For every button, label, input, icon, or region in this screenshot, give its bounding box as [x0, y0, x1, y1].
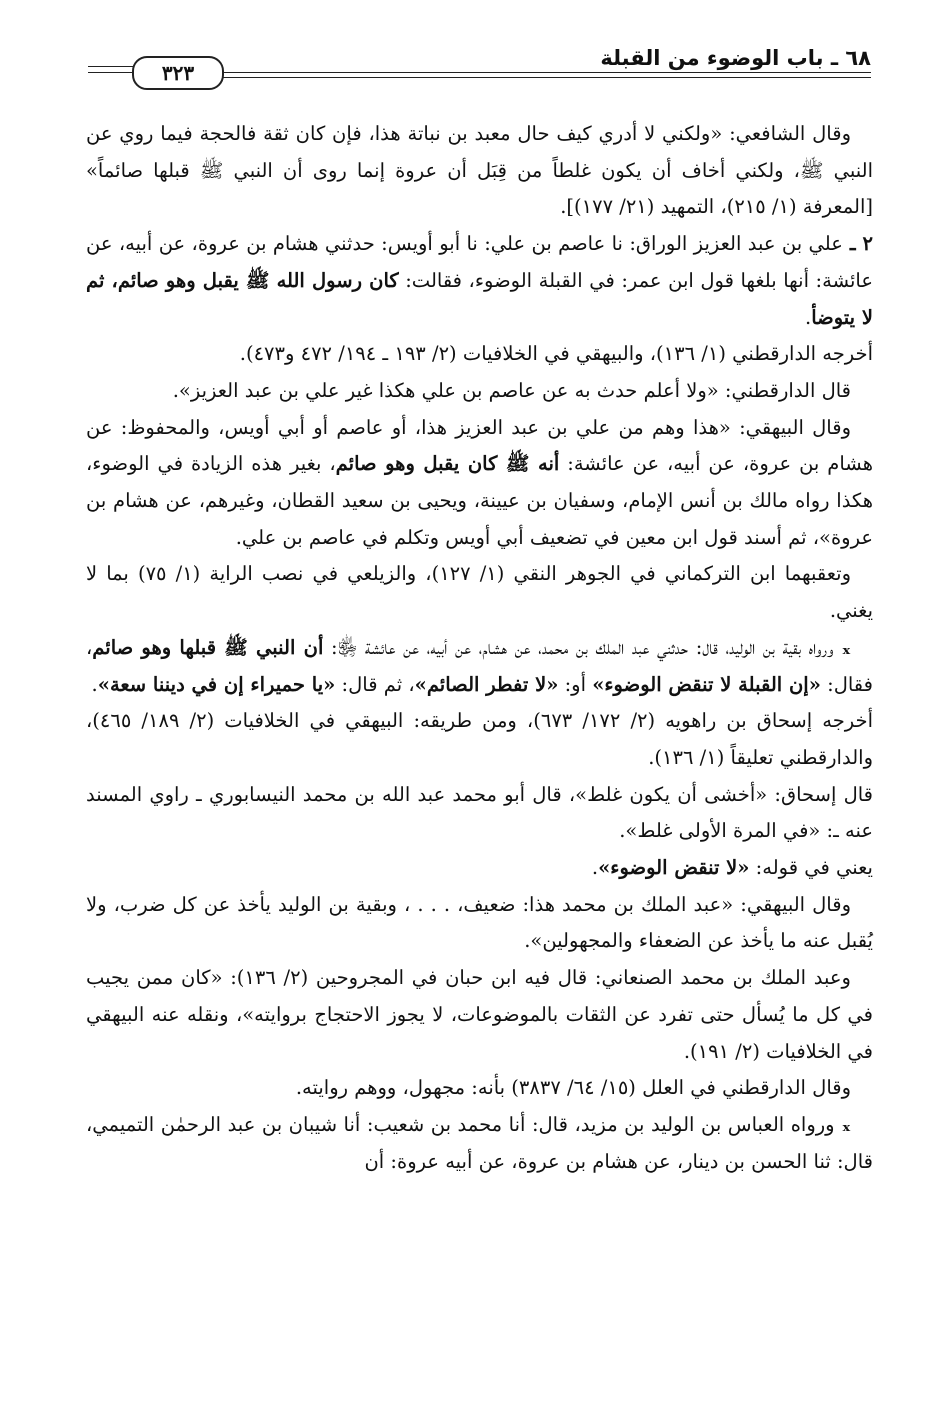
text-run: وقال البيهقي: «هذا وهم من علي بن عبد العزيز هذا، أو عاصم أو أبي أويس، والمحفوظ: عن هشام بن عروة، عن أبيه، عن عائشة:	[86, 415, 873, 476]
bold-text: «لا تنقض الوضوء»	[598, 856, 750, 880]
text-run: وقال الشافعي: «ولكني لا أدري كيف حال معبد بن نباتة هذا، فإن كان ثقة فالحجة فيما روي عن النبي ﷺ، ولكني أخاف أن يكون غلطاً من قِبَل أن عروة إنما روى أن النبي ﷺ قبلها صائماً» [المعرفة (١/ ٢١٥)، التمهيد (٢١/ ١٧٧)].	[86, 122, 873, 219]
header-rule	[218, 72, 871, 73]
text-run: وعبد الملك بن محمد الصنعاني: قال فيه ابن حبان في المجروحين (٢/ ١٣٦): «كان ممن يجيب في كل ما يُسأل حتى تفرد عن الثقات بالموضوعات، لا يجوز الاحتجاج بروايته»، ونقله عنه البيهقي في الخلافيات (٢/ ١٩١).	[86, 966, 873, 1063]
bold-text: «إن القبلة لا تنقض الوضوء»	[592, 672, 821, 696]
paragraph	[86, 887, 873, 960]
text-run: .	[591, 856, 599, 880]
text-run: ، بغير هذه الزيادة في الوضوء، هكذا رواه مالك بن أنس الإمام، وسفيان بن عيينة، ويحيى بن سعيد القطان، وغيرهم، عن هشام بن عروة»، ثم أسند قول ابن معين في تضعيف أبي أويس وتكلم في عاصم بن علي.	[86, 452, 873, 549]
text-run: وتعقبهما ابن التركماني في الجوهر النقي (١/ ١٢٧)، والزيلعي في نصب الراية (١/ ٧٥) بما لا يغني.	[86, 562, 873, 623]
paragraph	[86, 226, 873, 336]
paragraph	[86, 336, 873, 373]
text-run: ، ثم قال:	[335, 672, 415, 696]
page-header	[88, 36, 871, 88]
paragraph	[86, 1107, 873, 1180]
text-run: ، فقال:	[86, 635, 873, 696]
bold-text: «لا تفطر الصائم»	[414, 672, 559, 696]
text-run: يعني في قوله:	[749, 856, 873, 880]
bold-text: ₓ	[833, 635, 851, 659]
text-run: وقال البيهقي: «عبد الملك بن محمد هذا: ضعيف، . . . ، وبقية بن الوليد يأخذ عن كل ضرب، ولا يُقبل عنه ما يأخذ عن الضعفاء والمجهولين».	[86, 892, 873, 953]
paragraph	[86, 703, 873, 776]
bold-text: «يا حميراء إن في ديننا سعة»	[97, 672, 336, 696]
bold-text: أن النبي ﷺ قبلها وهو صائم	[92, 635, 324, 659]
paragraph	[86, 373, 873, 410]
text-run: أخرجه إسحاق بن راهويه (٢/ ١٧٢/ ٦٧٣)، ومن طريقه: البيهقي في الخلافيات (٢/ ١٨٩/ ٤٦٥)، والدارقطني تعليقاً (١/ ١٣٦).	[86, 709, 873, 769]
page-number: ٣٢٣	[132, 56, 224, 90]
paragraph	[86, 556, 873, 629]
text-run: قال إسحاق: «أخشى أن يكون غلط»، قال أبو محمد عبد الله بن محمد النيسابوري ـ راوي المسند عنه ـ: «في المرة الأولى غلط».	[86, 782, 873, 843]
bold-text: كان رسول الله ﷺ يقبل وهو صائم، ثم لا يتوضأ	[86, 268, 873, 329]
chapter-title: ٦٨ ـ باب الوضوء من القبلة	[600, 46, 871, 70]
text-run: علي بن عبد العزيز الوراق: نا عاصم بن علي: نا أبو أويس: حدثني هشام بن عروة، عن أبيه، عن عائشة: أنها بلغها قول ابن عمر: في القبلة الوضوء، فقالت:	[86, 232, 873, 292]
bold-text: أنه ﷺ كان يقبل وهو صائم	[335, 452, 560, 476]
header-rule	[88, 66, 136, 67]
paragraph	[86, 1070, 873, 1107]
text-run: وقال الدارقطني في العلل (١٥/ ٦٤/ ٣٨٣٧) بأنه: مجهول، ووهم روايته.	[295, 1076, 851, 1100]
bold-text: ₓ	[834, 1112, 851, 1136]
bold-text: ٢ ـ	[842, 232, 873, 256]
paragraph	[86, 630, 873, 703]
text-run: أو:	[558, 672, 593, 696]
text-run: ورواه العباس بن الوليد بن مزيد، قال: أنا محمد بن شعيب: أنا شيبان بن عبد الرحمٰن التميمي، قال: ثنا الحسن بن دينار، عن هشام بن عروة، عن أبيه عروة: أن	[86, 1112, 873, 1173]
text-run: ورواه بقية بن الوليد، قال: حدثني عبد الملك بن محمد، عن هشام، عن أبيه، عن عائشة ﵂:	[323, 635, 834, 659]
text-run: .	[91, 672, 98, 696]
paragraph	[86, 850, 873, 887]
header-rule	[218, 77, 871, 78]
text-run: أخرجه الدارقطني (١/ ١٣٦)، والبيهقي في الخلافيات (٢/ ١٩٣ ـ ١٩٤/ ٤٧٢ و٤٧٣).	[239, 342, 873, 366]
page-body	[86, 116, 873, 1180]
paragraph	[86, 410, 873, 557]
paragraph	[86, 960, 873, 1070]
paragraph	[86, 116, 873, 226]
text-run: .	[805, 305, 812, 329]
paragraph	[86, 777, 873, 850]
text-run: قال الدارقطني: «ولا أعلم حدث به عن عاصم بن علي هكذا غير علي بن عبد العزيز».	[172, 378, 851, 402]
header-rule	[88, 72, 136, 73]
